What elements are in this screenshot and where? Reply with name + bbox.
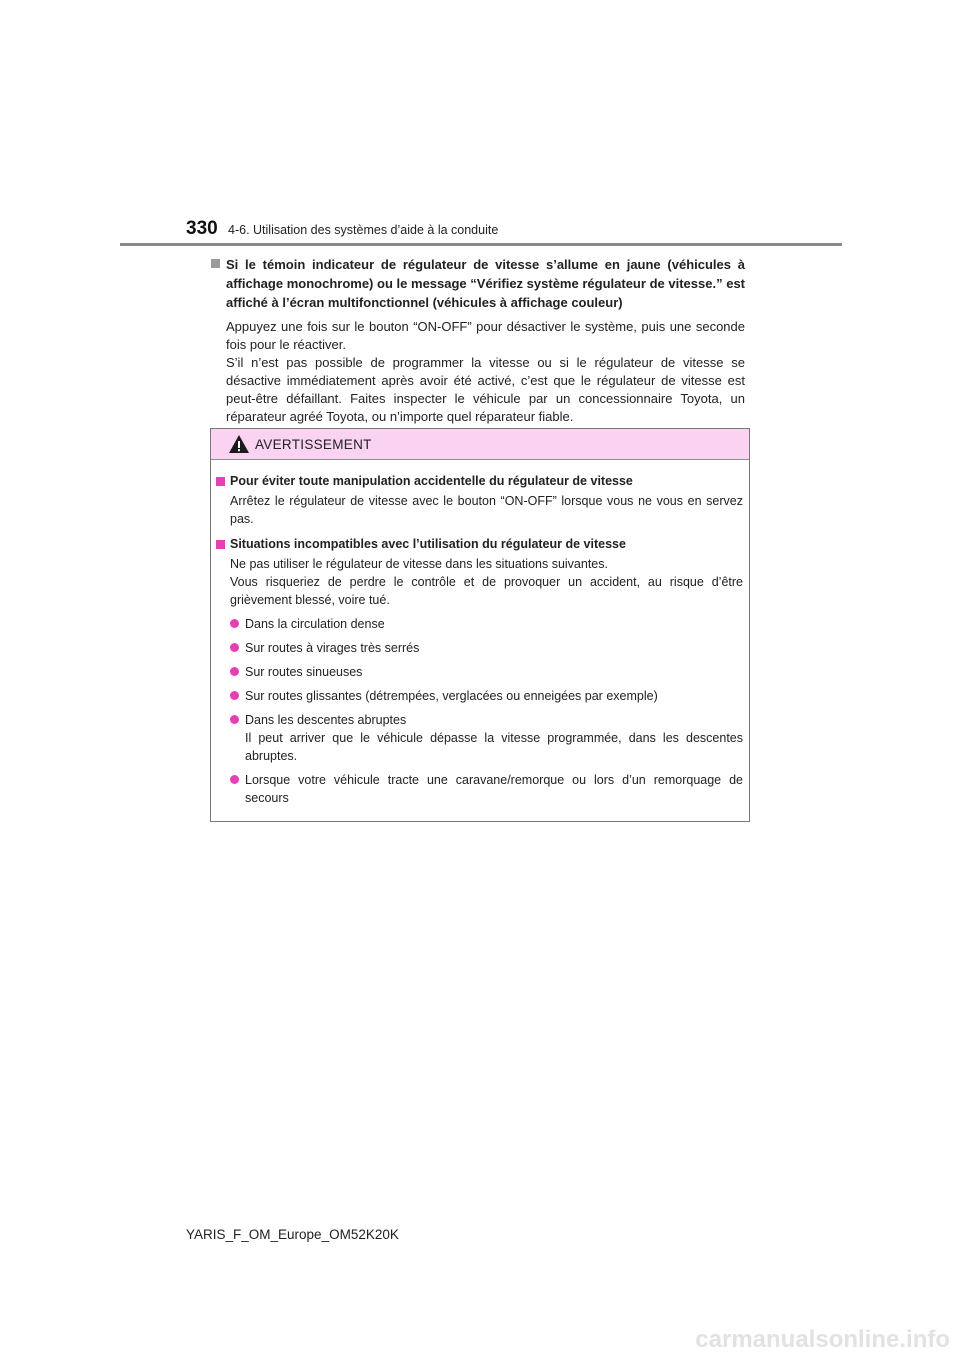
gray-square-bullet-icon [211,259,220,268]
bullet-text: Lorsque votre véhicule tracte une caravane/remorque ou lors d’un remorquage de secours [245,773,743,805]
warning-body [211,460,749,807]
bullet-list [230,615,743,807]
pink-dot-bullet-icon [230,643,239,652]
warning-item-text [230,555,743,609]
warning-triangle-icon [228,434,250,454]
list-item [230,615,743,633]
main-content [211,255,745,426]
bullet-text: Sur routes glissantes (détrempées, verglacées ou enneigées par exemple) [245,689,658,703]
list-item [230,663,743,681]
warning-item-heading-row [216,536,743,553]
paragraph-line-1: Appuyez une fois sur le bouton “ON-OFF” pour désactiver le système, puis une seconde fois pour le réactiver. [226,319,745,352]
warning-item-heading-row [216,473,743,490]
pink-dot-bullet-icon [230,715,239,724]
pink-square-bullet-icon [216,540,225,549]
section-title: 4-6. Utilisation des systèmes d’aide à la conduite [228,223,499,237]
warning-item-heading: Pour éviter toute manipulation accidentelle du régulateur de vitesse [230,474,633,488]
list-item [230,639,743,657]
footer-document-code: YARIS_F_OM_Europe_OM52K20K [186,1227,399,1242]
warning-text-line-1: Ne pas utiliser le régulateur de vitesse dans les situations suivantes. [230,557,608,571]
bullet-text-block [245,711,743,765]
pink-dot-bullet-icon [230,667,239,676]
list-item [230,711,743,765]
pink-dot-bullet-icon [230,619,239,628]
warning-item [216,473,743,528]
main-heading: Si le témoin indicateur de régulateur de vitesse s’allume en jaune (véhicules à affichage monochrome) ou le message “Vérifiez système régulateur de vitesse.” est affiché à l’écran multifonctionnel (véhicules à affichage couleur) [226,257,745,310]
bullet-subtext: Il peut arriver que le véhicule dépasse la vitesse programmée, dans les descentes abruptes. [245,731,743,763]
pink-dot-bullet-icon [230,691,239,700]
bullet-text: Dans la circulation dense [245,617,385,631]
pink-square-bullet-icon [216,477,225,486]
bullet-text: Sur routes sinueuses [245,665,363,679]
list-item [230,687,743,705]
list-item [230,771,743,807]
main-heading-row [211,255,745,312]
page-number: 330 [186,218,218,239]
watermark: carmanualsonline.info [695,1326,950,1353]
header-divider [120,243,842,246]
warning-header [211,429,749,460]
bullet-text: Dans les descentes abruptes [245,713,407,727]
warning-text-line-2: Vous risqueriez de perdre le contrôle et de provoquer un accident, au risque d’être grièvement blessé, voire tué. [230,575,743,607]
main-paragraph [226,318,745,426]
bullet-text: Sur routes à virages très serrés [245,641,420,655]
pink-dot-bullet-icon [230,775,239,784]
warning-item [216,536,743,807]
warning-item-heading: Situations incompatibles avec l’utilisation du régulateur de vitesse [230,537,626,551]
paragraph-line-2: S’il n’est pas possible de programmer la vitesse ou si le régulateur de vitesse se désactive immédiatement après avoir été activé, c’est que le régulateur de vitesse est peut-être défaillant. Faites inspecter le véhicule par un concessionnaire Toyota, un réparateur agréé Toyota, ou n’importe quel réparateur fiable. [226,355,745,424]
warning-item-text: Arrêtez le régulateur de vitesse avec le bouton “ON-OFF” lorsque vous ne vous en servez pas. [230,494,743,526]
warning-title: AVERTISSEMENT [255,437,372,452]
warning-box [210,428,750,822]
